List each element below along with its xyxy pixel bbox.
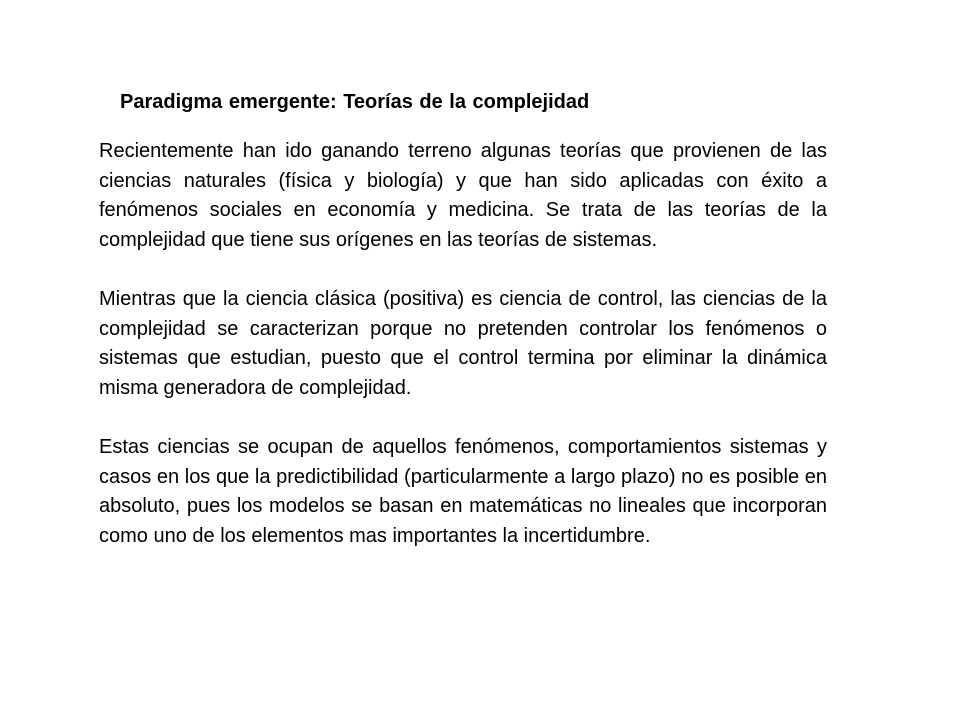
paragraph-1: Recientemente han ido ganando terreno algunas teorías que provienen de las ciencias naturales (física y biología) y que han sido aplicadas con éxito a fenómenos sociales en economía y medicina. Se trata de las teorías de la complejidad que tiene sus orígenes en las teorías de sistemas. — [99, 140, 827, 251]
paragraph-2: Mientras que la ciencia clásica (positiva) es ciencia de control, las ciencias de la complejidad se caracterizan porque no pretenden controlar los fenómenos o sistemas que estudian, puesto que el control termina por eliminar la dinámica misma generadora de complejidad. — [99, 287, 827, 399]
paragraph-3: Estas ciencias se ocupan de aquellos fenómenos, comportamientos sistemas y casos en los que la predictibilidad (particularmente a largo plazo) no es posible en absoluto, pues los modelos se basan en matemáticas no lineales que incorporan como uno de los elementos mas importantes la incertidumbre. — [99, 435, 827, 547]
slide-body — [99, 137, 827, 551]
slide-title: Paradigma emergente: Teorías de la complejidad — [120, 91, 590, 113]
